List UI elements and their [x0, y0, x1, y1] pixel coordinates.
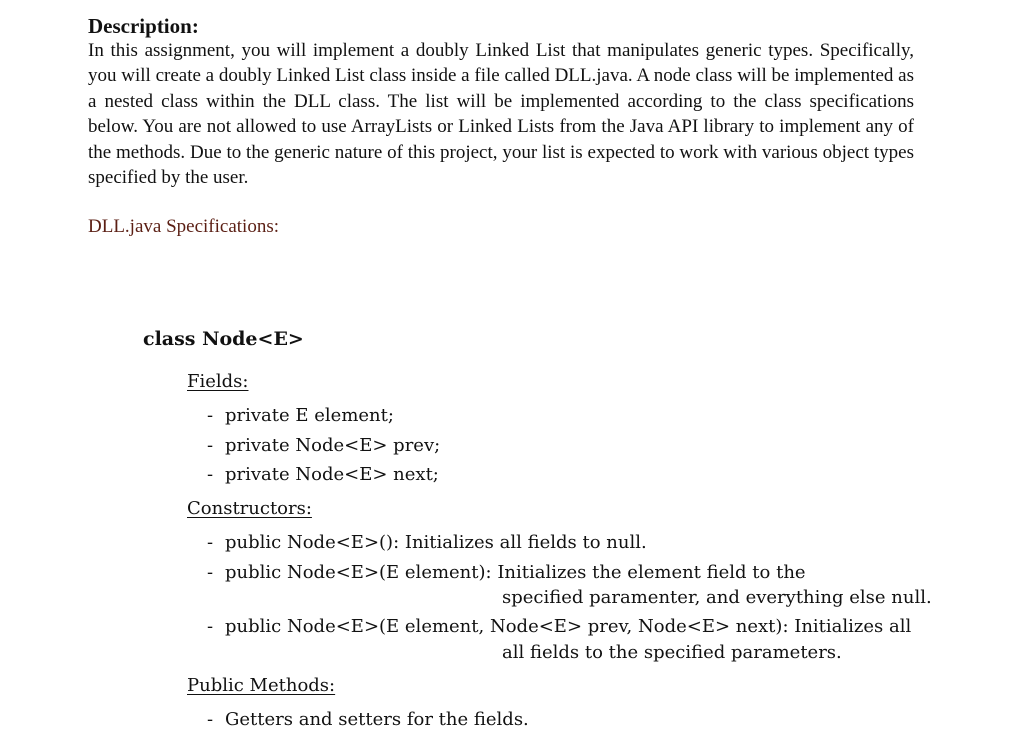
- constructors-label: Constructors:: [187, 498, 312, 519]
- class-heading: class Node<E>: [143, 328, 304, 350]
- fields-label: Fields:: [187, 371, 249, 392]
- method-item: - Getters and setters for the fields.: [207, 709, 529, 730]
- description-heading: Description:: [88, 14, 199, 38]
- description-section: [88, 14, 914, 190]
- methods-label: Public Methods:: [187, 675, 336, 696]
- field-item: - private Node<E> prev;: [207, 435, 441, 456]
- constructor-item: - public Node<E>(): Initializes all fields to null.: [207, 532, 647, 553]
- field-item: - private E element;: [207, 405, 394, 426]
- constructor-continuation: specified paramenter, and everything else null.: [502, 587, 932, 608]
- constructor-item: - public Node<E>(E element, Node<E> prev, Node<E> next): Initializes all: [207, 616, 912, 637]
- field-item: - private Node<E> next;: [207, 464, 439, 485]
- constructor-continuation: all fields to the specified parameters.: [502, 642, 842, 663]
- constructor-item: - public Node<E>(E element): Initializes the element field to the: [207, 562, 806, 583]
- spec-title: DLL.java Specifications:: [88, 216, 279, 237]
- description-paragraph: In this assignment, you will implement a doubly Linked List that manipulates generic types. Specifically, you will create a doubly Linked List class inside a file called DLL.java. A node class will be implemented as a nested class within the DLL class. The list will be implemented according to the class specifications below. You are not allowed to use ArrayLists or Linked Lists from the Java API library to implement any of the methods. Due to the generic nature of this project, your list is expected to work with various object types specified by the user.: [88, 40, 914, 189]
